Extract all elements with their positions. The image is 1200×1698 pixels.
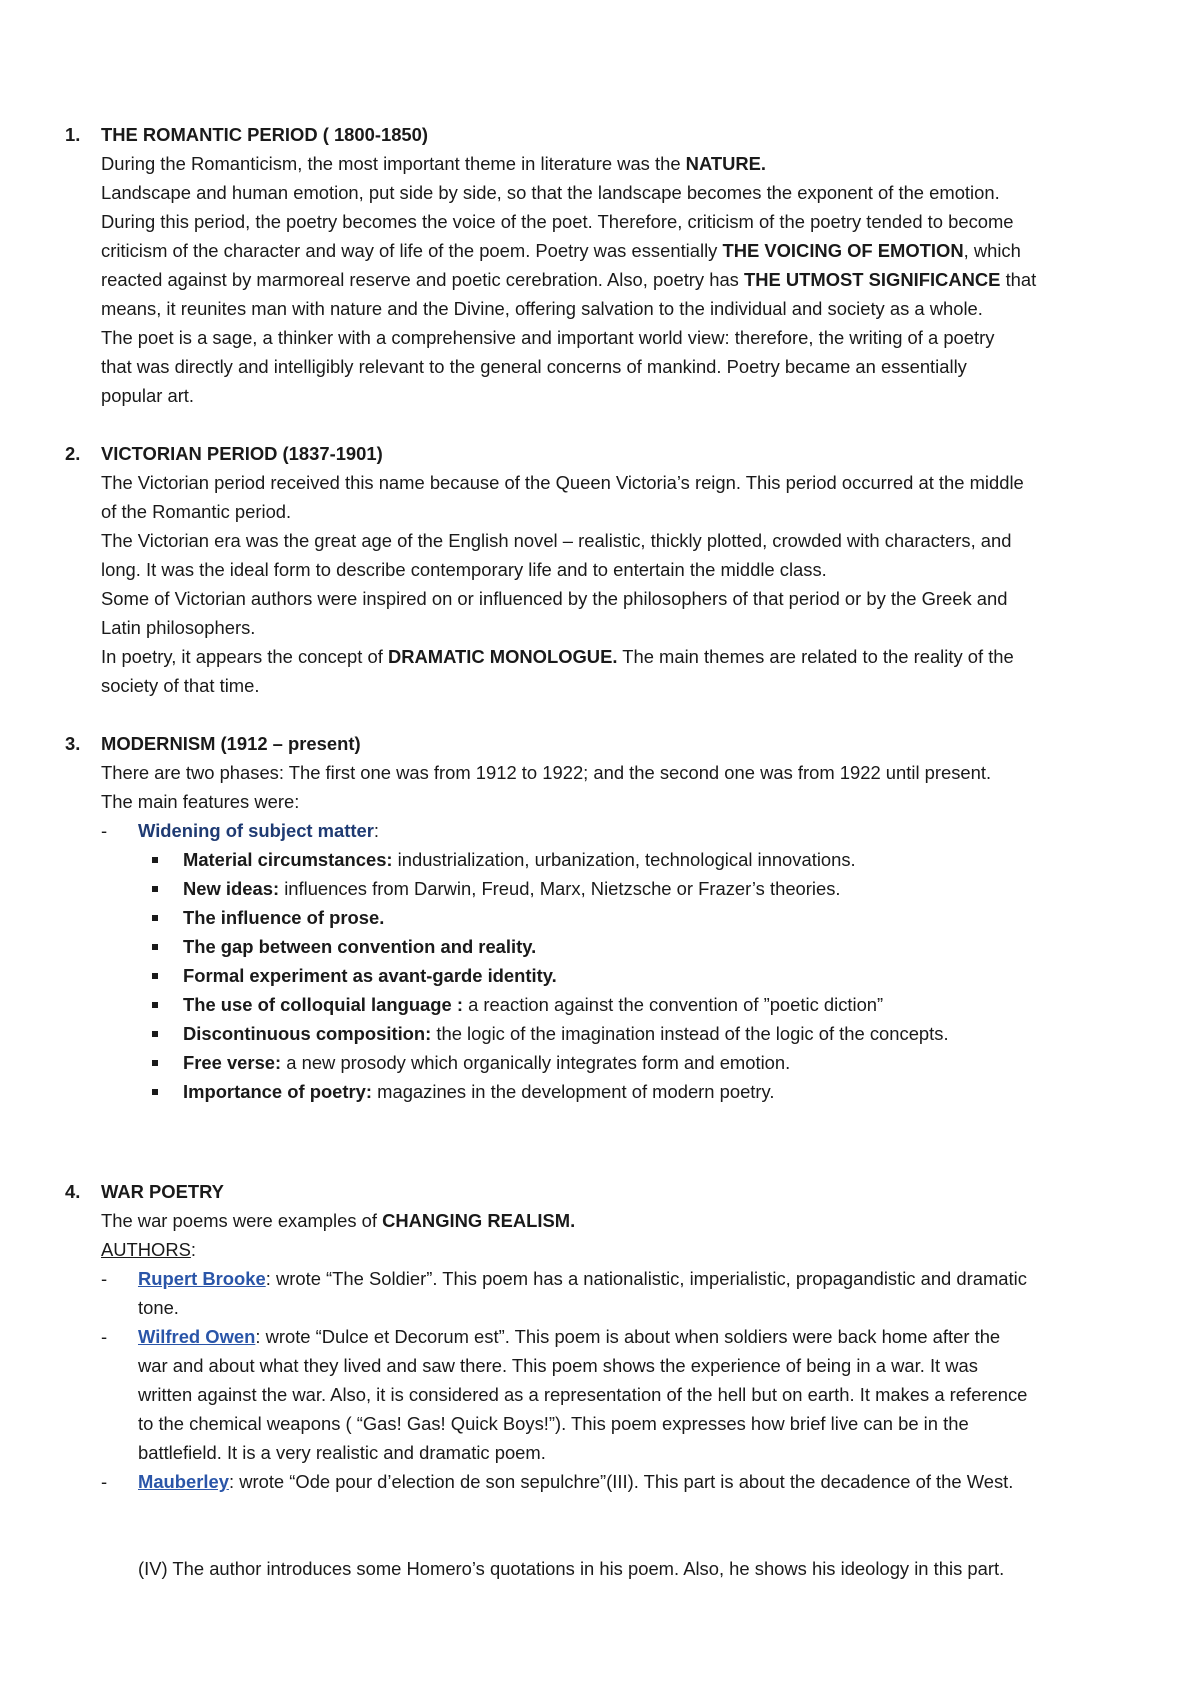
paragraph-line: The main features were: — [101, 791, 300, 812]
dash-bullet: - — [101, 1471, 108, 1492]
section-title: VICTORIAN PERIOD (1837-1901) — [101, 443, 383, 464]
feature-item: The influence of prose. — [183, 907, 385, 928]
author-link-brooke[interactable]: Rupert Brooke — [138, 1268, 266, 1289]
feature-item: The gap between convention and reality. — [183, 936, 537, 957]
square-bullet-icon — [152, 857, 158, 863]
paragraph-line: reacted against by marmoreal reserve and poetic cerebration. Also, poetry has THE UTMOST SIGNIFICANCE that — [101, 269, 1037, 290]
author-entry-owen: Wilfred Owen: wrote “Dulce et Decorum est”. This poem is about when soldiers were back home after the — [138, 1326, 1001, 1347]
dash-bullet: - — [101, 1326, 108, 1347]
paragraph-line: During this period, the poetry becomes the voice of the poet. Therefore, criticism of the poetry tended to become — [101, 211, 1014, 232]
feature-item: Importance of poetry: magazines in the development of modern poetry. — [183, 1081, 775, 1102]
section-number: 3. — [65, 733, 81, 754]
paragraph-line: means, it reunites man with nature and the Divine, offering salvation to the individual and society as a whole. — [101, 298, 983, 319]
paragraph-line: long. It was the ideal form to describe contemporary life and to entertain the middle class. — [101, 559, 827, 580]
square-bullet-icon — [152, 1031, 158, 1037]
paragraph-line: The war poems were examples of CHANGING REALISM. — [101, 1210, 576, 1231]
author-entry-mauberley: Mauberley: wrote “Ode pour d’election de son sepulchre”(III). This part is about the decadence of the West. — [138, 1471, 1014, 1492]
author-link-mauberley[interactable]: Mauberley — [138, 1471, 229, 1492]
author-entry-brooke: Rupert Brooke: wrote “The Soldier”. This poem has a nationalistic, imperialistic, propagandistic and dramatic — [138, 1268, 1027, 1289]
paragraph-line: The Victorian era was the great age of the English novel – realistic, thickly plotted, crowded with characters, and — [101, 530, 1012, 551]
paragraph-line: criticism of the character and way of life of the poem. Poetry was essentially THE VOICING OF EMOTION, which — [101, 240, 1021, 261]
paragraph-line: war and about what they lived and saw there. This poem shows the experience of being in a war. It was — [138, 1355, 978, 1376]
dash-bullet: - — [101, 820, 108, 841]
square-bullet-icon — [152, 1089, 158, 1095]
paragraph-line: There are two phases: The first one was from 1912 to 1922; and the second one was from 1922 until present. — [101, 762, 992, 783]
square-bullet-icon — [152, 1002, 158, 1008]
feature-item: New ideas: influences from Darwin, Freud, Marx, Nietzsche or Frazer’s theories. — [183, 878, 841, 899]
square-bullet-icon — [152, 886, 158, 892]
square-bullet-icon — [152, 944, 158, 950]
paragraph-line: During the Romanticism, the most important theme in literature was the NATURE. — [101, 153, 767, 174]
square-bullet-icon — [152, 1060, 158, 1066]
feature-item: Discontinuous composition: the logic of the imagination instead of the logic of the concepts. — [183, 1023, 949, 1044]
paragraph-line: In poetry, it appears the concept of DRAMATIC MONOLOGUE. The main themes are related to the reality of the — [101, 646, 1014, 667]
authors-label: AUTHORS: — [101, 1239, 197, 1260]
feature-item: The use of colloquial language : a reaction against the convention of ”poetic diction” — [183, 994, 884, 1015]
dash-bullet: - — [101, 1268, 108, 1289]
paragraph-line: to the chemical weapons ( “Gas! Gas! Quick Boys!”). This poem expresses how brief live can be in the — [138, 1413, 969, 1434]
feature-item: Material circumstances: industrialization, urbanization, technological innovations. — [183, 849, 856, 870]
feature-item: Formal experiment as avant-garde identity. — [183, 965, 557, 986]
square-bullet-icon — [152, 915, 158, 921]
paragraph-line: Latin philosophers. — [101, 617, 256, 638]
section-number: 4. — [65, 1181, 81, 1202]
section-number: 1. — [65, 124, 81, 145]
paragraph-line: battlefield. It is a very realistic and dramatic poem. — [138, 1442, 546, 1463]
author-link-owen[interactable]: Wilfred Owen — [138, 1326, 256, 1347]
section-title: THE ROMANTIC PERIOD ( 1800-1850) — [101, 124, 429, 145]
paragraph-line: (IV) The author introduces some Homero’s quotations in his poem. Also, he shows his ideology in this part. — [138, 1558, 1005, 1579]
paragraph-line: The Victorian period received this name because of the Queen Victoria’s reign. This period occurred at the middle — [101, 472, 1024, 493]
paragraph-line: society of that time. — [101, 675, 260, 696]
paragraph-line: that was directly and intelligibly relevant to the general concerns of mankind. Poetry became an essentially — [101, 356, 967, 377]
paragraph-line: The poet is a sage, a thinker with a comprehensive and important world view: therefore, the writing of a poetry — [101, 327, 995, 348]
paragraph-line: Some of Victorian authors were inspired on or influenced by the philosophers of that period or by the Greek and — [101, 588, 1008, 609]
section-title: WAR POETRY — [101, 1181, 224, 1202]
subheading: Widening of subject matter: — [138, 820, 379, 841]
square-bullet-icon — [152, 973, 158, 979]
paragraph-line: Landscape and human emotion, put side by side, so that the landscape becomes the exponent of the emotion. — [101, 182, 1000, 203]
paragraph-line: written against the war. Also, it is considered as a representation of the hell but on earth. It makes a reference — [138, 1384, 1028, 1405]
section-title: MODERNISM (1912 – present) — [101, 733, 361, 754]
paragraph-line: of the Romantic period. — [101, 501, 292, 522]
section-number: 2. — [65, 443, 81, 464]
paragraph-line: tone. — [138, 1297, 179, 1318]
paragraph-line: popular art. — [101, 385, 195, 406]
feature-item: Free verse: a new prosody which organically integrates form and emotion. — [183, 1052, 791, 1073]
